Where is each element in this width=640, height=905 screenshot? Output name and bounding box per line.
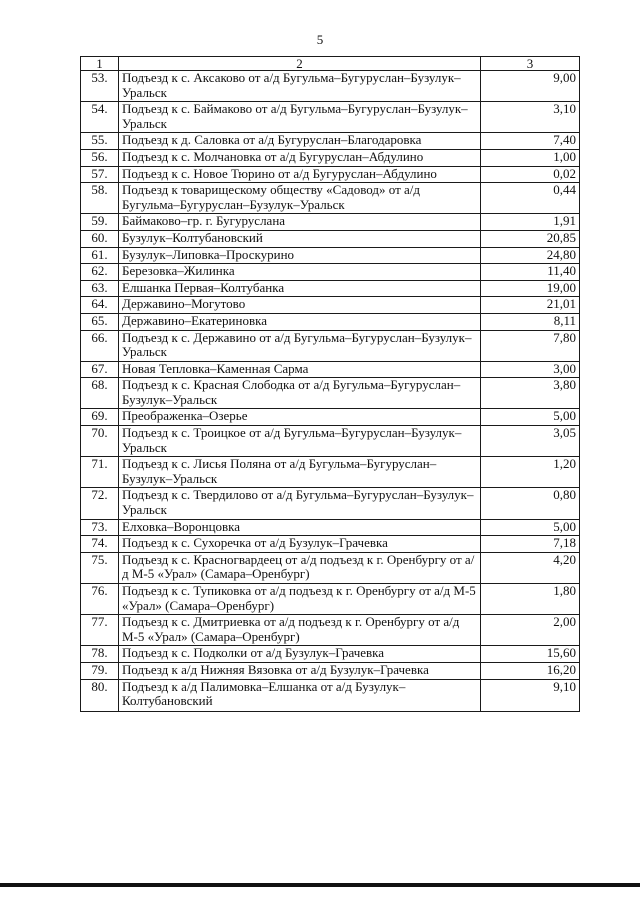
row-number: 54. [81, 102, 119, 133]
row-number: 62. [81, 264, 119, 281]
row-number: 61. [81, 247, 119, 264]
table-row [81, 679, 580, 711]
road-length: 9,10 [481, 679, 580, 711]
road-name: Подъезд к с. Лисья Поляна от а/д Бугульма–Бугуруслан–Бузулук–Уральск [119, 457, 481, 488]
row-number: 66. [81, 330, 119, 361]
row-number: 78. [81, 646, 119, 663]
table-row [81, 313, 580, 330]
column-header-name: 2 [119, 57, 481, 71]
table-row [81, 183, 580, 214]
road-name: Подъезд к с. Твердилово от а/д Бугульма–Бугуруслан–Бузулук–Уральск [119, 488, 481, 519]
road-length: 2,00 [481, 615, 580, 646]
row-number: 55. [81, 133, 119, 150]
row-number: 69. [81, 409, 119, 426]
road-name: Державино–Екатериновка [119, 313, 481, 330]
table-row [81, 214, 580, 231]
road-length: 4,20 [481, 552, 580, 583]
table-header-row [81, 57, 580, 71]
table-row [81, 488, 580, 519]
table-row [81, 615, 580, 646]
column-header-number: 1 [81, 57, 119, 71]
road-length: 11,40 [481, 264, 580, 281]
road-length: 24,80 [481, 247, 580, 264]
table-row [81, 71, 580, 102]
road-name: Подъезд к с. Молчановка от а/д Бугуруслан–Абдулино [119, 149, 481, 166]
road-length: 3,00 [481, 361, 580, 378]
road-length: 7,18 [481, 536, 580, 553]
table-row [81, 378, 580, 409]
row-number: 58. [81, 183, 119, 214]
road-length: 3,05 [481, 426, 580, 457]
road-name: Березовка–Жилинка [119, 264, 481, 281]
row-number: 75. [81, 552, 119, 583]
table-row [81, 247, 580, 264]
road-name: Преображенка–Озерье [119, 409, 481, 426]
row-number: 74. [81, 536, 119, 553]
row-number: 64. [81, 297, 119, 314]
road-name: Подъезд к с. Дмитриевка от а/д подъезд к г. Оренбургу от а/д М-5 «Урал» (Самара–Оренбург) [119, 615, 481, 646]
table-body [81, 71, 580, 712]
road-length: 0,44 [481, 183, 580, 214]
row-number: 72. [81, 488, 119, 519]
row-number: 73. [81, 519, 119, 536]
road-length: 7,40 [481, 133, 580, 150]
road-name: Державино–Могутово [119, 297, 481, 314]
road-name: Подъезд к с. Подколки от а/д Бузулук–Грачевка [119, 646, 481, 663]
table-row [81, 149, 580, 166]
row-number: 59. [81, 214, 119, 231]
table-row [81, 133, 580, 150]
road-name: Новая Тепловка–Каменная Сарма [119, 361, 481, 378]
row-number: 71. [81, 457, 119, 488]
road-name: Подъезд к с. Троицкое от а/д Бугульма–Бугуруслан–Бузулук–Уральск [119, 426, 481, 457]
row-number: 56. [81, 149, 119, 166]
row-number: 63. [81, 280, 119, 297]
row-number: 53. [81, 71, 119, 102]
road-name: Подъезд к с. Новое Тюрино от а/д Бугуруслан–Абдулино [119, 166, 481, 183]
road-length: 7,80 [481, 330, 580, 361]
row-number: 70. [81, 426, 119, 457]
road-name: Подъезд к с. Аксаково от а/д Бугульма–Бугуруслан–Бузулук–Уральск [119, 71, 481, 102]
table-row [81, 102, 580, 133]
road-length: 1,20 [481, 457, 580, 488]
road-name: Подъезд к с. Красногвардеец от а/д подъезд к г. Оренбургу от а/д М-5 «Урал» (Самара–Оренбург) [119, 552, 481, 583]
road-length: 5,00 [481, 409, 580, 426]
road-name: Баймаково–гр. г. Бугуруслана [119, 214, 481, 231]
table-row [81, 330, 580, 361]
row-number: 68. [81, 378, 119, 409]
road-name: Подъезд к а/д Палимовка–Елшанка от а/д Бузулук–Колтубановский [119, 679, 481, 711]
road-name: Бузулук–Колтубановский [119, 230, 481, 247]
road-name: Подъезд к а/д Нижняя Вязовка от а/д Бузулук–Грачевка [119, 662, 481, 679]
road-length: 9,00 [481, 71, 580, 102]
road-length: 21,01 [481, 297, 580, 314]
road-length: 19,00 [481, 280, 580, 297]
table-row [81, 280, 580, 297]
road-name: Елховка–Воронцовка [119, 519, 481, 536]
page-number: 5 [316, 32, 324, 47]
roads-table [80, 56, 580, 712]
road-length: 8,11 [481, 313, 580, 330]
road-length: 15,60 [481, 646, 580, 663]
table-row [81, 361, 580, 378]
road-name: Бузулук–Липовка–Проскурино [119, 247, 481, 264]
table-row [81, 297, 580, 314]
table-row [81, 519, 580, 536]
road-length: 3,10 [481, 102, 580, 133]
table-row [81, 552, 580, 583]
row-number: 65. [81, 313, 119, 330]
road-length: 0,80 [481, 488, 580, 519]
table-row [81, 230, 580, 247]
column-header-value: 3 [481, 57, 580, 71]
table-row [81, 166, 580, 183]
road-name: Подъезд к с. Державино от а/д Бугульма–Бугуруслан–Бузулук–Уральск [119, 330, 481, 361]
table-row [81, 662, 580, 679]
road-name: Подъезд к с. Красная Слободка от а/д Бугульма–Бугуруслан–Бузулук–Уральск [119, 378, 481, 409]
road-length: 20,85 [481, 230, 580, 247]
table-row [81, 536, 580, 553]
road-length: 1,00 [481, 149, 580, 166]
road-length: 16,20 [481, 662, 580, 679]
row-number: 57. [81, 166, 119, 183]
table-row [81, 264, 580, 281]
road-length: 1,80 [481, 584, 580, 615]
road-name: Подъезд к д. Саловка от а/д Бугуруслан–Благодаровка [119, 133, 481, 150]
road-length: 5,00 [481, 519, 580, 536]
table-row [81, 457, 580, 488]
row-number: 79. [81, 662, 119, 679]
road-name: Подъезд к с. Сухоречка от а/д Бузулук–Грачевка [119, 536, 481, 553]
road-name: Подъезд к с. Баймаково от а/д Бугульма–Бугуруслан–Бузулук–Уральск [119, 102, 481, 133]
table-row [81, 409, 580, 426]
row-number: 77. [81, 615, 119, 646]
road-length: 1,91 [481, 214, 580, 231]
row-number: 76. [81, 584, 119, 615]
table-row [81, 584, 580, 615]
road-name: Елшанка Первая–Колтубанка [119, 280, 481, 297]
road-length: 3,80 [481, 378, 580, 409]
bottom-rule [0, 883, 640, 887]
road-name: Подъезд к с. Тупиковка от а/д подъезд к г. Оренбургу от а/д М-5 «Урал» (Самара–Оренбург) [119, 584, 481, 615]
row-number: 80. [81, 679, 119, 711]
road-name: Подъезд к товарищескому обществу «Садовод» от а/д Бугульма–Бугуруслан–Бузулук–Уральск [119, 183, 481, 214]
row-number: 67. [81, 361, 119, 378]
table-row [81, 646, 580, 663]
road-length: 0,02 [481, 166, 580, 183]
row-number: 60. [81, 230, 119, 247]
table-row [81, 426, 580, 457]
